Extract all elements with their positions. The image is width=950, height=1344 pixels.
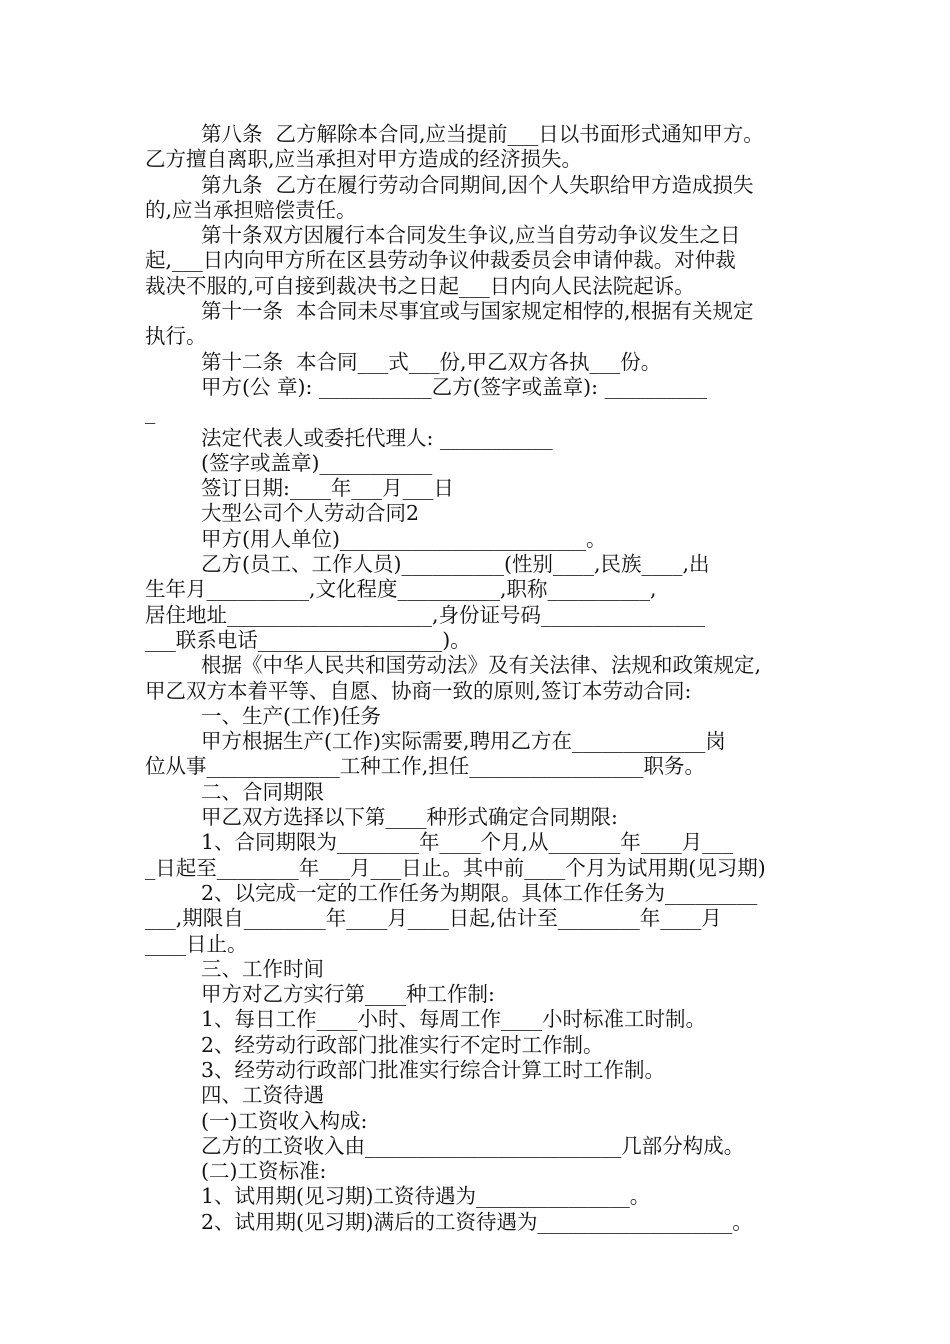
document-line: (一)工资收入构成: — [201, 1108, 368, 1133]
document-line: 大型公司个人劳动合同2 — [201, 501, 420, 526]
document-line: (二)工资标准: — [201, 1159, 327, 1184]
document-line: 第十二条 本合同___式___份,甲乙双方各执___份。 — [201, 349, 662, 374]
document-line: 乙方(员工、工作人员)__________(性别____,民族____,出 — [201, 552, 710, 577]
document-line: 的,应当承担赔偿责任。 — [145, 197, 357, 222]
document-line: ___,期限自________年____月____日起,估计至________年____月 — [145, 906, 722, 931]
document-line: 2、经劳动行政部门批准实行不定时工作制。 — [201, 1032, 604, 1057]
document-line: 1、每日工作____小时、每周工作____小时标准工时制。 — [201, 1007, 707, 1032]
document-line: 乙方的工资收入由_________________________几部分构成。 — [201, 1133, 745, 1158]
document-line: 居住地址____________________,身份证号码________________ — [145, 602, 706, 627]
document-line: (签字或盖章)___________ — [201, 450, 433, 475]
document-line: 第八条 乙方解除本合同,应当提前___日以书面形式通知甲方。 — [201, 122, 764, 146]
document-line: 四、工资待遇 — [201, 1083, 324, 1108]
document-line: 甲方对乙方实行第____种工作制: — [201, 982, 495, 1007]
document-line: 裁决不服的,可自接到裁决书之日起___日内向人民法院起诉。 — [145, 273, 695, 298]
document-line: 一、生产(工作)任务 — [201, 703, 381, 728]
contract-document-body — [145, 122, 810, 1235]
document-line: 乙方擅自离职,应当承担对甲方造成的经济损失。 — [145, 147, 583, 172]
document-line: 甲乙双方选择以下第____种形式确定合同期限: — [201, 805, 618, 830]
document-line: 3、经劳动行政部门批准实行综合计算工时工作制。 — [201, 1057, 666, 1082]
document-line: _ — [145, 400, 156, 425]
document-line: 甲方(公 章): ___________乙方(签字或盖章): __________ — [201, 374, 708, 399]
document-line: 第十条双方因履行本合同发生争议,应当自劳动争议发生之日 — [201, 223, 741, 248]
document-line: 2、以完成一定的工作任务为期限。具体工作任务为_________ — [201, 880, 758, 905]
document-line: 根据《中华人民共和国劳动法》及有关法律、法规和政策规定, — [201, 653, 762, 678]
document-line: _日起至________年___月___日止。其中前____个月为试用期(见习期) — [145, 855, 766, 880]
document-line: 甲方根据生产(工作)实际需要,聘用乙方在_____________岗 — [201, 729, 726, 754]
document-line: 1、合同期限为________年____个月,从_______年____月___ — [201, 830, 734, 855]
document-line: 甲方(用人单位)________________________。 — [201, 526, 607, 551]
document-line: 法定代表人或委托代理人: ___________ — [201, 425, 553, 450]
document-line: 起,___日内向甲方所在区县劳动争议仲裁委员会申请仲裁。对仲裁 — [145, 248, 736, 273]
document-line: 生年月__________,文化程度__________,职称__________, — [145, 577, 657, 602]
document-line: 执行。 — [145, 324, 207, 349]
document-line: 第九条 乙方在履行劳动合同期间,因个人失职给甲方造成损失 — [201, 172, 754, 197]
document-line: 位从事_____________工种工作,担任_________________职务。 — [145, 754, 706, 779]
document-line: 第十一条 本合同未尽事宜或与国家规定相悖的,根据有关规定 — [201, 299, 754, 324]
document-line: 1、试用期(见习期)工资待遇为_______________。 — [201, 1184, 651, 1209]
document-line: 签订日期:____年___月___日 — [201, 476, 454, 501]
document-line: 三、工作时间 — [201, 956, 324, 981]
document-line: ___联系电话__________________)。 — [145, 627, 471, 652]
document-line: 2、试用期(见习期)满后的工资待遇为___________________。 — [201, 1209, 753, 1234]
document-line: 二、合同期限 — [201, 779, 324, 804]
document-line: 甲乙双方本着平等、自愿、协商一致的原则,签订本劳动合同: — [145, 678, 692, 703]
document-line: ____日止。 — [145, 931, 248, 956]
